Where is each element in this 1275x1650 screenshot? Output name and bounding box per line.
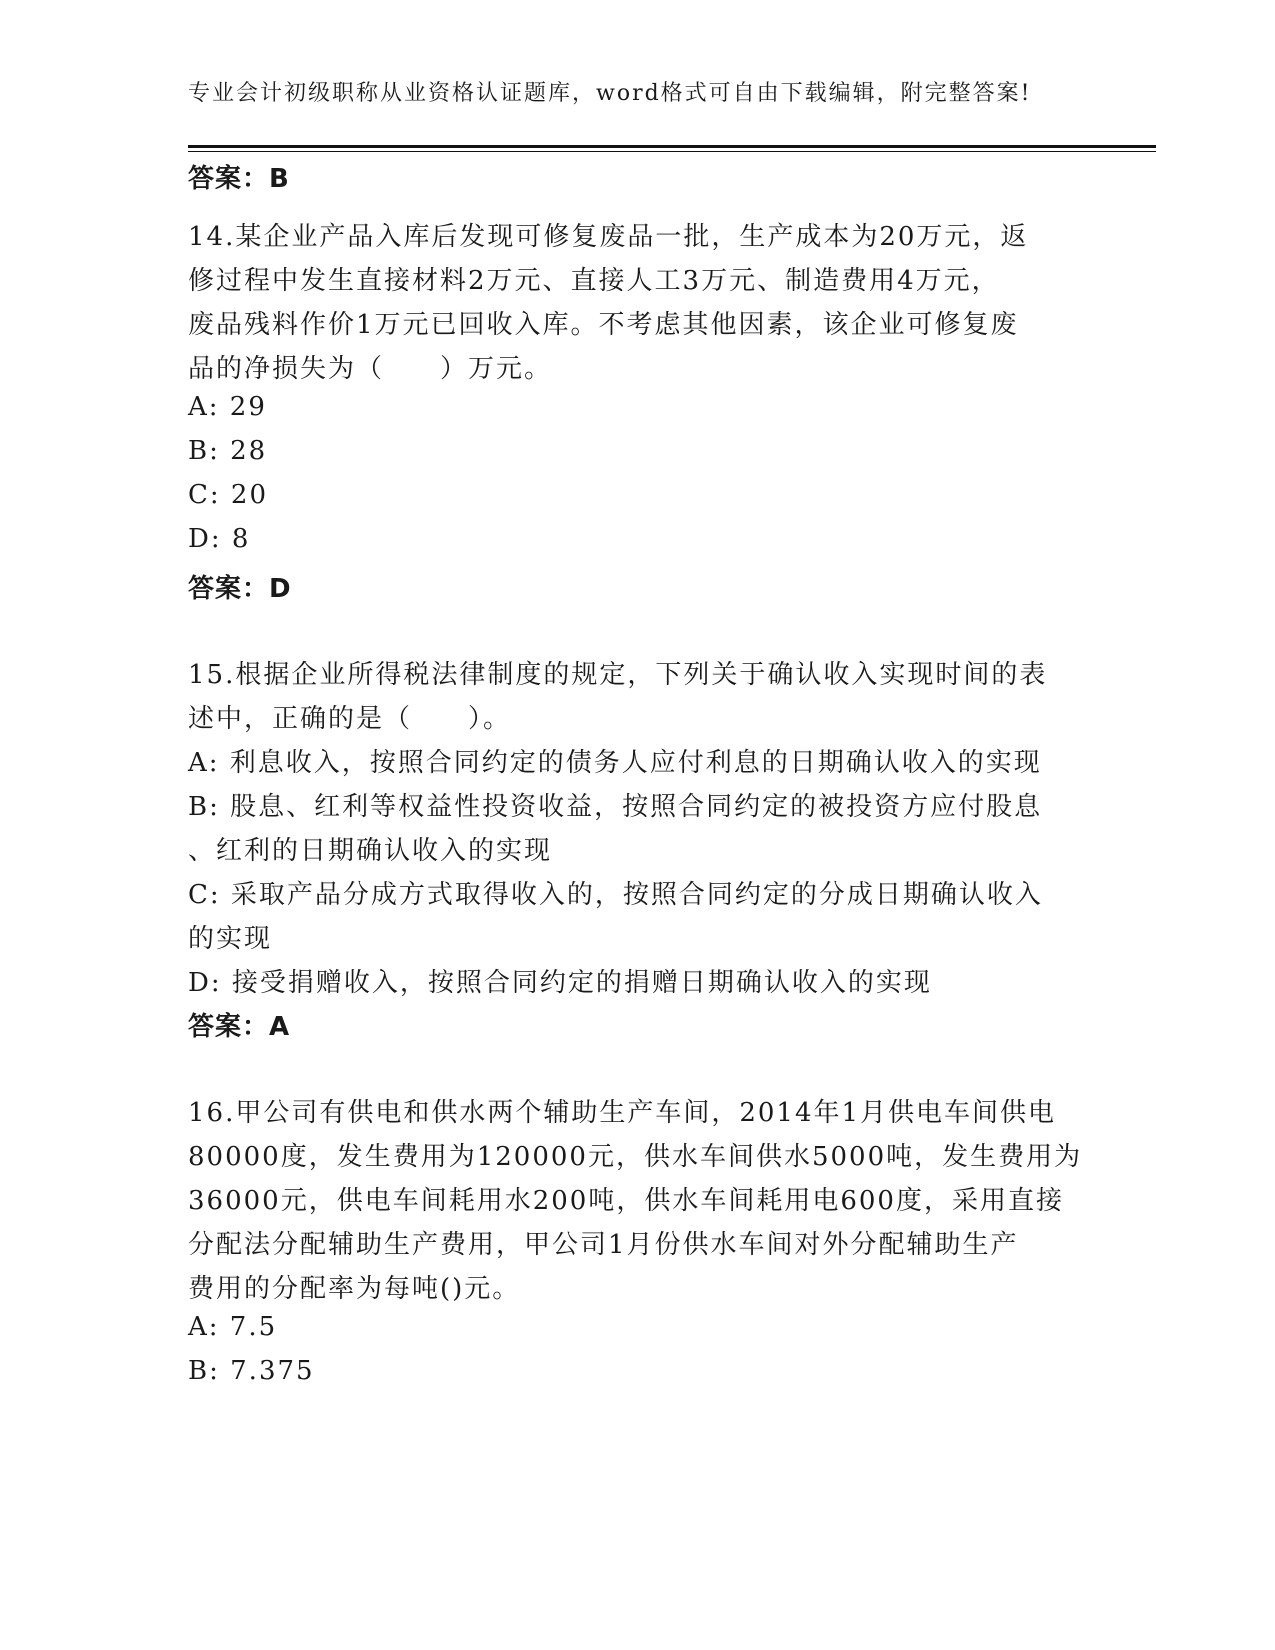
q15-option-c: C: 采取产品分成方式取得收入的，按照合同约定的分成日期确认收入 xyxy=(188,880,1043,910)
q15-option-b: B: 股息、红利等权益性投资收益，按照合同约定的被投资方应付股息 xyxy=(188,792,1043,822)
q16-stem-line-1: 16.甲公司有供电和供水两个辅助生产车间，2014年1月供电车间供电 xyxy=(188,1098,1057,1128)
q16-option-a: A: 7.5 xyxy=(188,1312,278,1342)
q14-option-a: A: 29 xyxy=(188,392,267,422)
answer-q14: 答案：D xyxy=(188,574,292,604)
q15-option-c-cont: 的实现 xyxy=(188,924,273,954)
answer-q15: 答案：A xyxy=(188,1012,291,1042)
q15-option-b-cont: 、红利的日期确认收入的实现 xyxy=(188,836,553,866)
q16-stem-line-2: 80000度，发生费用为120000元，供水车间供水5000吨，发生费用为 xyxy=(188,1142,1083,1172)
q14-stem-line-2: 修过程中发生直接材料2万元、直接人工3万元、制造费用4万元， xyxy=(188,266,1000,296)
header-rule-thick xyxy=(188,145,1156,148)
q16-option-b: B: 7.375 xyxy=(188,1356,315,1386)
q15-option-a: A: 利息收入，按照合同约定的债务人应付利息的日期确认收入的实现 xyxy=(188,748,1042,778)
q14-stem-line-3: 废品残料作价1万元已回收入库。不考虑其他因素，该企业可修复废 xyxy=(188,310,1019,340)
q14-option-b: B: 28 xyxy=(188,436,268,466)
q15-stem-line-2: 述中，正确的是（ ）。 xyxy=(188,704,512,734)
q14-option-d: D: 8 xyxy=(188,524,251,554)
q14-stem-line-4: 品的净损失为（ ）万元。 xyxy=(188,354,553,384)
q16-stem-line-3: 36000元，供电车间耗用水200吨，供水车间耗用电600度，采用直接 xyxy=(188,1186,1064,1216)
q16-stem-line-5: 费用的分配率为每吨()元。 xyxy=(188,1274,521,1304)
q15-option-d: D: 接受捐赠收入，按照合同约定的捐赠日期确认收入的实现 xyxy=(188,968,932,998)
q15-stem-line-1: 15.根据企业所得税法律制度的规定，下列关于确认收入实现时间的表 xyxy=(188,660,1048,690)
q14-stem-line-1: 14.某企业产品入库后发现可修复废品一批，生产成本为20万元，返 xyxy=(188,222,1029,252)
q14-option-c: C: 20 xyxy=(188,480,269,510)
page-header: 专业会计初级职称从业资格认证题库，word格式可自由下载编辑，附完整答案! xyxy=(188,81,1032,106)
q16-stem-line-4: 分配法分配辅助生产费用，甲公司1月份供水车间对外分配辅助生产 xyxy=(188,1230,1019,1260)
answer-q13: 答案：B xyxy=(188,164,290,194)
header-rule-thin xyxy=(188,151,1156,152)
